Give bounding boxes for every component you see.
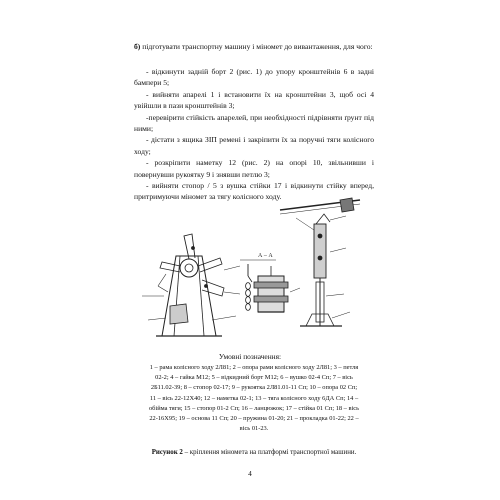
technical-drawing <box>140 196 362 348</box>
caption-text: – кріплення міномета на платформі транспортної машини. <box>182 449 357 456</box>
instruction-item: -перевірити стійкість апарелей, при необхідності підрівняти ґрунт під ними; <box>134 112 374 134</box>
instruction-list <box>134 66 374 203</box>
legend-text: 1 – рама колісного ходу 2Л81; 2 – опора рами колісного ходу 2Л81; 3 – петля 02-2; 4 – гайка М12; 5 – відкидний борт М12; 6 – вушко 02-4 Сп; 7 – вісь 2Б11.02-39; 8 – стопор 02-17; 9 – рукоятка 2Л81.01-11 Сп; 10 – опора 02 Сп; 11 – вісь 22-12Х40; 12 – наметка 02-1; 13 – тяга колісного ходу 6ДА Сп; 14 – обійма тяги; 15 – стопор 01-2 Сп; 16 – ланцюжок; 17 – стійка 01 Сп; 18 – вісь 22-16Х95; 19 – основа 11 Сп; 20 – пружина 01-20; 21 – прокладка 01-22; 22 – вісь 01-23. <box>148 364 360 433</box>
instruction-item: - вийняти апарелі 1 і встановити їх на кронштейни 3, щоб осі 4 увійшли в пази кронштейнів 3; <box>134 89 374 111</box>
mortar-mount-drawing <box>140 196 362 348</box>
instruction-item: - вийняти стопор / 5 з вушка стійки 17 і відкинути стійку вперед, притримуючи міномет за тягу колісного ходу. <box>134 181 374 202</box>
intro-paragraph <box>134 40 394 53</box>
section-label: А – А <box>258 253 273 259</box>
instruction-item: - дістати з ящика ЗІП ремені і закріпити їх за поручні тяги колісного ходу; <box>134 135 374 156</box>
instruction-item: - відкинути задній борт 2 (рис. 1) до упору кронштейнів 6 в задні бампери 5; <box>134 67 374 88</box>
section-aa-detail <box>240 260 300 312</box>
legend-title: Умовні позначення: <box>218 352 282 361</box>
left-support-assembly <box>142 234 240 336</box>
page-number: 4 <box>248 469 252 478</box>
figure-caption <box>140 448 368 458</box>
intro-number: б) <box>134 42 141 51</box>
caption-label: Рисунок 2 <box>151 449 183 456</box>
instruction-item: - розкріпити наметку 12 (рис. 2) на опорі 10, звільнивши і повернувши рукоятку 9 і знявши петлю 3; <box>134 158 374 179</box>
right-stand-assembly <box>280 198 360 326</box>
intro-text: підготувати транспортну машину і міномет до вивантаження, для чого: <box>142 42 373 51</box>
